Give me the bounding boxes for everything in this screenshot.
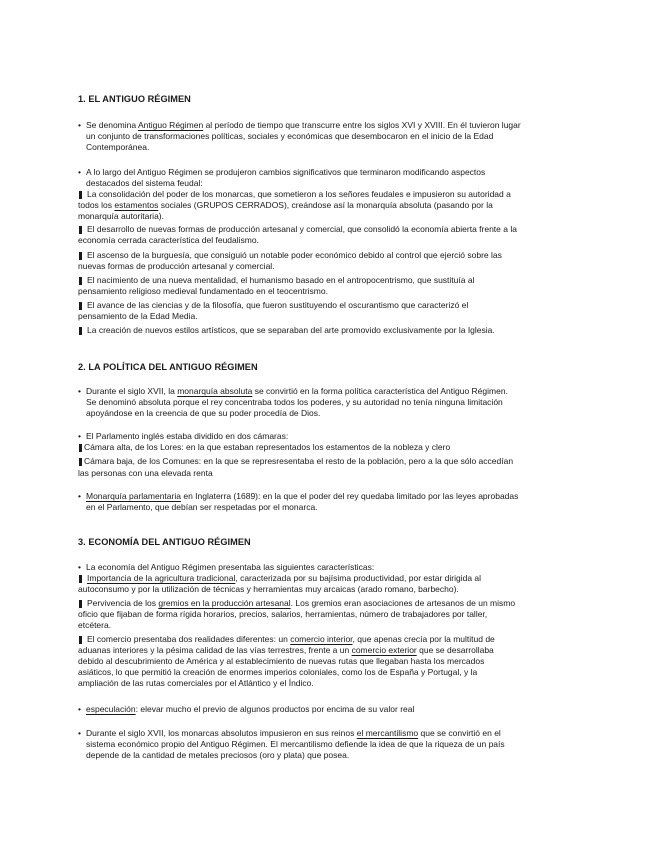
list-marker — [79, 444, 82, 452]
paragraph-line: Contemporánea. — [86, 142, 150, 152]
list-item-line: monarquía autoritaria). — [78, 211, 164, 221]
underlined-term: gremios en la producción artesanal — [158, 598, 291, 608]
underlined-term: Antiguo Régimen — [137, 120, 204, 130]
underlined-term: Monarquía parlamentaria — [86, 491, 181, 501]
list-marker — [79, 636, 82, 644]
paragraph-line: Durante el siglo XVII, los monarcas absolutos impusieron en sus reinos el mercantilismo que se convirtió en el — [86, 728, 501, 738]
list-item-line: debido al descubrimiento de América y al establecimiento de nuevas rutas que llegaban hasta los mercados — [78, 656, 485, 666]
section-heading-1: 1. EL ANTIGUO RÉGIMEN — [78, 94, 191, 104]
list-item-line: economía cerrada característica del feudalismo. — [78, 235, 259, 245]
list-item-line: aduanas interiores y la pésima calidad de las vías terrestres, frente a un comercio exterior que se desarrollaba — [78, 645, 494, 655]
list-marker — [79, 458, 82, 466]
underlined-term: Importancia de la agricultura tradicional — [87, 573, 236, 583]
list-item-line: El desarrollo de nuevas formas de producción artesanal y comercial, que consolidó la economía abierta frente a la — [87, 224, 517, 234]
list-item-line: El nacimiento de una nueva mentalidad, el humanismo basado en el antropocentrismo, que sustituía al — [87, 275, 475, 285]
paragraph-line: destacados del sistema feudal: — [86, 178, 203, 188]
underlined-term: especulación — [86, 704, 136, 714]
list-marker — [79, 191, 82, 199]
list-marker — [79, 302, 82, 310]
list-item-line: las personas con una elevada renta — [78, 468, 213, 478]
list-item-line: asiáticos, lo que permitió la creación de enormes imperios coloniales, como los de España y Portugal, y la — [78, 667, 478, 677]
list-marker — [79, 252, 82, 260]
paragraph-line: depende de la cantidad de metales preciosos (oro y plata) que posea. — [86, 750, 350, 760]
list-item-line: Cámara baja, de los Comunes: en la que se represresentaba el resto de la población, pero a la que sólo accedían — [84, 456, 514, 466]
list-item-line: autoconsumo y por la utilización de técnicas y herramientas muy arcaicas (arado romano, barbecho). — [78, 584, 459, 594]
underlined-term: monarquía absoluta — [177, 386, 253, 396]
list-item-line: Importancia de la agricultura tradicional, caracterizada por su bajísima productividad, por estar dirigida al — [87, 573, 482, 583]
list-item-line: nuevas formas de producción artesanal y comercial. — [78, 261, 275, 271]
bullet-dot: • — [78, 120, 81, 130]
list-item-line: El ascenso de la burguesía, que consiguió un notable poder económico debido al control que ejerció sobre las — [87, 250, 502, 260]
list-item-line: pensamiento de la Edad Media. — [78, 311, 198, 321]
list-marker — [79, 575, 82, 583]
list-marker — [79, 327, 82, 335]
list-item-line: pensamiento religioso medieval fundamentado en el teocentrismo. — [78, 286, 328, 296]
list-item-line: La consolidación del poder de los monarcas, que sometieron a los señores feudales e impusieron su autoridad a — [87, 189, 511, 199]
paragraph-line: sistema económico propio del Antiguo Régimen. El mercantilismo defiende la idea de que la riqueza de un país — [86, 739, 505, 749]
list-item-line: La creación de nuevos estilos artísticos, que se separaban del arte promovido exclusivamente por la Iglesia. — [87, 325, 495, 335]
list-marker — [79, 226, 82, 234]
underlined-term: comercio interior — [290, 634, 353, 644]
paragraph-line: Se denominó absoluta porque el rey concentraba todos los poderes, y su autoridad no tenía ninguna limitación — [86, 397, 503, 407]
list-item-line: Cámara alta, de los Lores: en la que estaban representados los estamentos de la nobleza y clero — [84, 442, 451, 452]
bullet-dot: • — [78, 431, 81, 441]
paragraph-line: El Parlamento inglés estaba dividido en dos cámaras: — [86, 431, 289, 441]
paragraph-line: A lo largo del Antiguo Régimen se produjeron cambios significativos que terminaron modificando aspectos — [86, 167, 486, 177]
list-item-line: oficio que fijaban de forma rígida horarios, precios, salarios, herramientas, número de trabajadores por taller, — [78, 609, 488, 619]
list-marker — [79, 600, 82, 608]
paragraph-line: La economía del Antiguo Régimen presentaba las siguientes características: — [86, 562, 375, 572]
list-item-line: El comercio presentaba dos realidades diferentes: un comercio interior, que apenas crecía por la multitud de — [87, 634, 495, 644]
list-item-line: todos los estamentos sociales (GRUPOS CERRADOS), creándose así la monarquía absoluta (pasando por la — [78, 200, 493, 210]
bullet-dot: • — [78, 167, 81, 177]
paragraph-line: en el Parlamento, que debían ser respetadas por el monarca. — [86, 502, 318, 512]
list-item-line: etcétera. — [78, 620, 112, 630]
paragraph-line: Durante el siglo XVII, la monarquía absoluta se convirtió en la forma política característica del Antiguo Régimen. — [86, 386, 508, 396]
underlined-term: el mercantilismo — [356, 728, 419, 738]
paragraph-line: apoyándose en la creencia de que su poder procedía de Dios. — [86, 408, 321, 418]
list-item-line: ampliación de las rutas comerciales por el Atlántico y el Índico. — [78, 678, 314, 688]
paragraph-line: un conjunto de transformaciones políticas, sociales y económicas que desembocaron en el inicio de la Edad — [86, 131, 494, 141]
paragraph-line: Se denomina Antiguo Régimen al período de tiempo que transcurre entre los siglos XVI y XVIII. En él tuvieron lugar — [86, 120, 521, 130]
bullet-dot: • — [78, 562, 81, 572]
section-heading-3: 3. ECONOMÍA DEL ANTIGUO RÉGIMEN — [78, 537, 251, 547]
underlined-term: comercio exterior — [351, 645, 417, 655]
bullet-dot: • — [78, 386, 81, 396]
list-item-line: Pervivencia de los gremios en la producción artesanal. Los gremios eran asociaciones de artesanos de un mismo — [87, 598, 516, 608]
bullet-dot: • — [78, 704, 81, 714]
list-marker — [79, 277, 82, 285]
underlined-term: estamentos — [114, 200, 159, 210]
paragraph-line: especulación: elevar mucho el previo de algunos productos por encima de su valor real — [86, 704, 415, 714]
paragraph-line: Monarquía parlamentaria en Inglaterra (1689): en la que el poder del rey quedaba limitado por las leyes aprobadas — [86, 491, 519, 501]
section-heading-2: 2. LA POLÍTICA DEL ANTIGUO RÉGIMEN — [78, 362, 258, 372]
bullet-dot: • — [78, 728, 81, 738]
list-item-line: El avance de las ciencias y de la filosofía, que fueron sustituyendo el oscurantismo que caracterizó el — [87, 300, 469, 310]
bullet-dot: • — [78, 491, 81, 501]
